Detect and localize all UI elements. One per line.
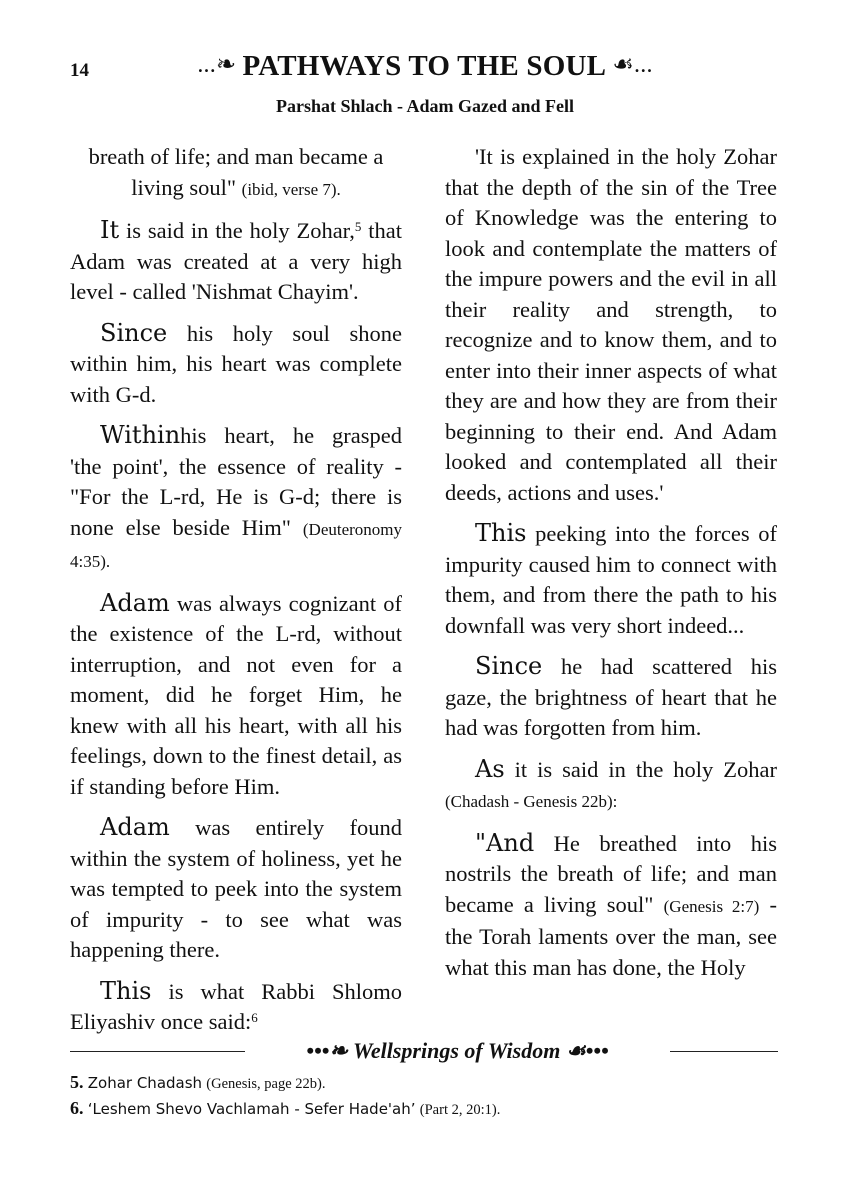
lead-word: As [475, 754, 505, 783]
left-column [70, 142, 402, 1048]
lead-word: Since [100, 318, 168, 347]
paragraph-text: He breathed into his nostrils the breath of life; and man became a living soul" [445, 830, 778, 917]
lead-word: This [475, 519, 527, 547]
paragraph-text: was entirely found within the system of holiness, yet he was tempted to peek into the system of impurity - to see what was happening there. [70, 815, 402, 962]
paragraph-text: - the Torah laments over the man, see what this man has done, the Holy [445, 891, 777, 980]
flourish-left-ornament: ...❧ [197, 52, 243, 78]
footnote-marker: 5 [354, 219, 362, 234]
book-title: PATHWAYS TO THE SOUL [242, 50, 607, 82]
verse-reference: (Genesis 2:7) [663, 896, 760, 916]
flourish-right-ornament: ☙... [606, 52, 653, 78]
paragraph [70, 976, 402, 1038]
footer-divider [70, 1040, 778, 1064]
verse-reference: (Chadash - Genesis 22b): [445, 792, 618, 811]
paragraph [70, 588, 402, 803]
right-column [445, 142, 777, 993]
footnotes [70, 1070, 778, 1122]
paragraph-text: he had scattered his gaze, the brightness of heart that he had was forgotten from him. [445, 654, 777, 740]
footnote-reference: (Genesis, page 22b). [206, 1076, 326, 1092]
lead-word: Adam [100, 588, 170, 617]
paragraph [445, 828, 777, 984]
verse-reference: (ibid, verse 7). [241, 179, 341, 199]
footnote [70, 1070, 778, 1096]
paragraph [70, 318, 402, 411]
paragraph-text: was always cognizant of the existence of the L-rd, without interruption, and not even for a moment, did he forget Him, he knew with all his heart, with all his feelings, down to the finest detail, as if standing before Him. [70, 590, 402, 799]
paragraph-text: is what Rabbi Shlomo Eliyashiv once said: [70, 978, 403, 1034]
running-head [130, 50, 720, 83]
paragraph-text: is said in the holy Zohar, [125, 218, 355, 243]
footnote-number: 6. [70, 1098, 84, 1118]
paragraph [445, 754, 777, 818]
paragraph-text: breath of life; and man became a living soul" [88, 144, 384, 200]
lead-word: It [100, 216, 120, 244]
page-number: 14 [70, 60, 89, 81]
paragraph [445, 518, 777, 641]
footnote-text: ‘Leshem Shevo Vachlamah - Sefer Hade'ah’ [87, 1100, 416, 1118]
footnote-number: 5. [70, 1072, 84, 1092]
paragraph [70, 215, 402, 308]
paragraph-text: his heart, he grasped 'the point', the essence of reality - "For the L-rd, He is G-d; there is none else beside Him" [70, 423, 402, 540]
paragraph [70, 420, 402, 578]
paragraph [70, 812, 402, 966]
wellsprings-label: Wellsprings of Wisdom [352, 1038, 561, 1063]
verse-reference: (Deuteronomy 4:35). [70, 519, 403, 571]
divider-line [670, 1051, 778, 1052]
footer-rule-label [245, 1038, 670, 1064]
paragraph-text: 'It is explained in the holy Zohar that the depth of the sin of the Tree of Knowledge was the entering to look and contemplate the matters of the impure powers and the evil in all their reality and strength, to recognize and to know them, and to enter into their inner aspects of what they are and how they are from their beginning to their end. And Adam looked and contemplated all their deeds, actions and uses.' [445, 144, 777, 505]
divider-line [70, 1051, 245, 1052]
footnote-text: Zohar Chadash [87, 1074, 203, 1092]
chapter-subtitle: Parshat Shlach - Adam Gazed and Fell [275, 96, 575, 116]
footnote-reference: (Part 2, 20:1). [419, 1102, 501, 1118]
paragraph-text: his holy soul shone within him, his heart was complete with G-d. [70, 320, 403, 407]
paragraph-text: it is said in the holy Zohar [514, 756, 778, 782]
lead-word: Adam [100, 813, 170, 841]
paragraph-text: peeking into the forces of impurity caused him to connect with them, and from there the path to his downfall was very short indeed... [445, 521, 778, 638]
paragraph [445, 651, 777, 744]
footnote [70, 1096, 778, 1122]
lead-word: Within [100, 421, 181, 449]
lead-word: Since [475, 652, 543, 680]
flourish-right-ornament: ☙••• [560, 1038, 609, 1063]
lead-word: This [100, 976, 152, 1005]
paragraph-text: that Adam was created at a very high level - called 'Nishmat Chayim'. [70, 218, 403, 304]
flourish-left-ornament: •••❧ [306, 1038, 353, 1063]
paragraph [70, 142, 402, 205]
footnote-marker: 6 [251, 1010, 258, 1025]
paragraph [445, 142, 777, 508]
lead-word: "And [475, 828, 535, 857]
